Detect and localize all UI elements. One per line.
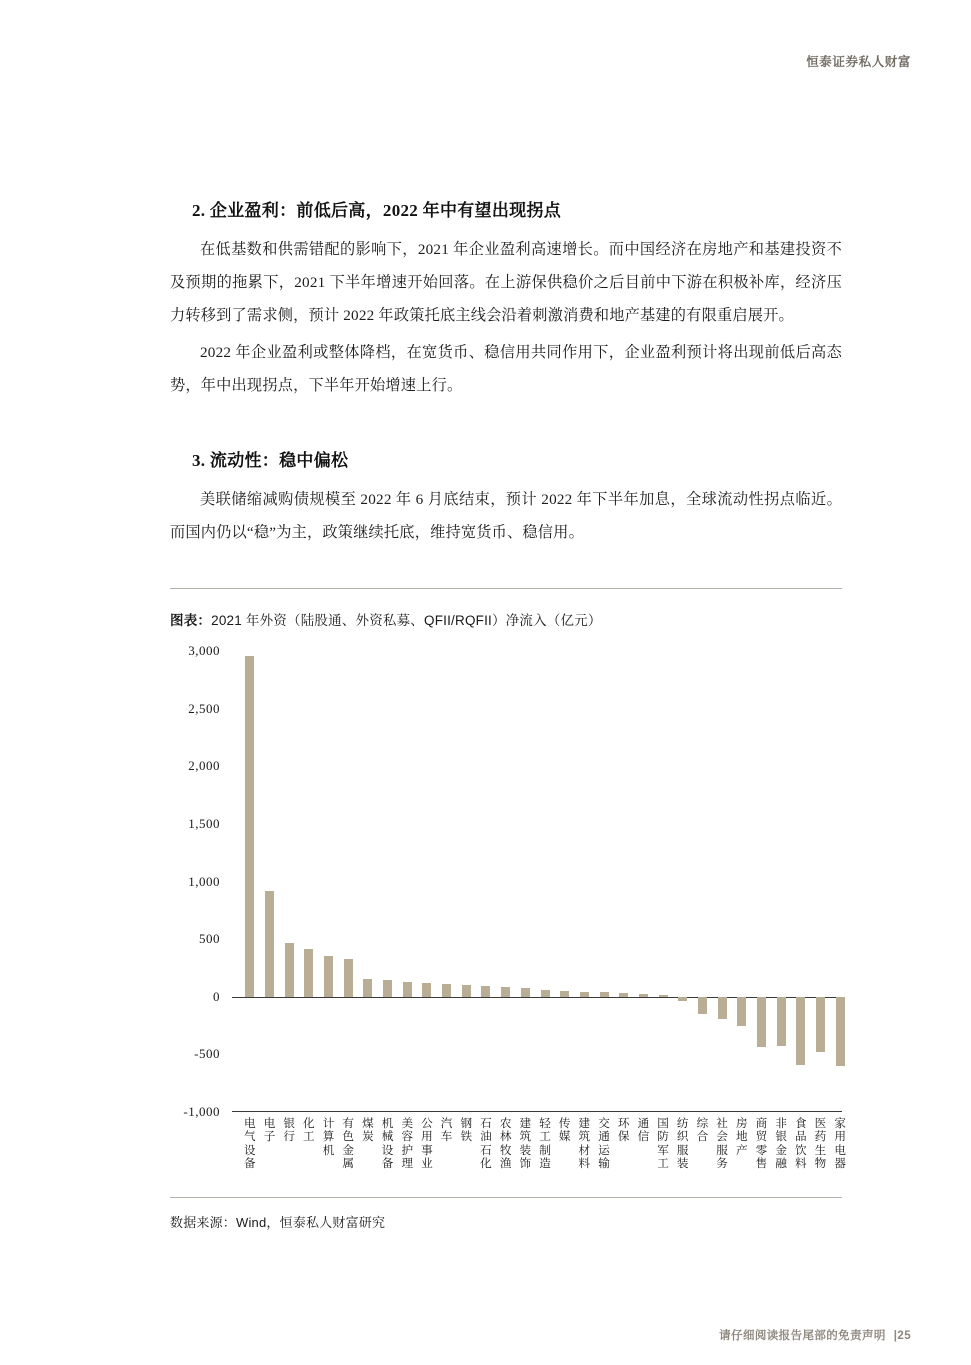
x-axis-label: 美容护理 — [401, 1117, 414, 1171]
y-axis-tick: -500 — [194, 1046, 220, 1062]
x-axis-label: 轻工制造 — [539, 1117, 551, 1171]
chart-figure — [170, 588, 846, 1231]
x-axis-label: 机械设备 — [381, 1117, 394, 1171]
x-axis-label: 煤炭 — [362, 1117, 374, 1144]
plot-canvas — [232, 651, 842, 1112]
chart-caption-label: 图表： — [170, 613, 212, 628]
bar — [796, 997, 805, 1066]
x-axis-label: 银行 — [283, 1117, 295, 1144]
x-axis-label: 国防军工 — [657, 1117, 669, 1171]
bar — [541, 990, 550, 997]
bar — [403, 982, 412, 996]
x-axis-label: 家用电器 — [834, 1117, 846, 1171]
bar — [324, 956, 333, 996]
bar — [757, 997, 766, 1048]
x-axis-label: 建筑装饰 — [519, 1117, 532, 1171]
bar — [285, 943, 294, 997]
bar — [777, 997, 786, 1046]
x-axis-label: 社会服务 — [716, 1117, 728, 1171]
bar — [600, 992, 609, 996]
bar — [501, 987, 510, 997]
bar — [639, 994, 648, 997]
x-axis-label: 汽车 — [440, 1117, 453, 1144]
paragraph: 在低基数和供需错配的影响下，2021 年企业盈利高速增长。而中国经济在房地产和基建投资不及预期的拖累下，2021 下半年增速开始回落。在上游保供稳价之后目前中下游在积极补库，经济压力转移到了需求侧，预计 2022 年政策托底主线会沿着刺激消费和地产基建的有限重启展开。 — [170, 241, 842, 324]
x-axis-label: 钢铁 — [460, 1117, 473, 1144]
y-axis — [170, 643, 226, 1119]
bar — [304, 949, 313, 997]
y-axis-tick: 500 — [199, 931, 220, 947]
x-axis-label: 有色金属 — [342, 1117, 355, 1171]
y-axis-tick: 1,500 — [188, 815, 220, 831]
bar — [816, 997, 825, 1052]
chart-caption-text: 2021 年外资（陆股通、外资私募、QFII/RQFII）净流入（亿元） — [211, 613, 602, 628]
chart-source: 数据来源：Wind，恒泰私人财富研究 — [170, 1215, 386, 1230]
bar — [560, 991, 569, 997]
x-axis-label: 医药生物 — [814, 1117, 827, 1171]
x-axis-label: 综合 — [696, 1117, 709, 1144]
bar — [344, 959, 353, 997]
x-axis-label: 农林牧渔 — [499, 1117, 512, 1171]
x-axis-label: 电气设备 — [244, 1117, 256, 1171]
paragraph: 2022 年企业盈利或整体降档，在宽货币、稳信用共同作用下，企业盈利预计将出现前低后高态势，年中出现拐点，下半年开始增速上行。 — [170, 344, 842, 394]
x-axis-label: 计算机 — [322, 1117, 335, 1157]
x-axis-label: 纺织服装 — [676, 1117, 689, 1171]
x-axis-label: 电子 — [263, 1117, 276, 1144]
bar — [481, 986, 490, 997]
section-heading-liquidity: 3. 流动性：稳中偏松 — [192, 451, 349, 470]
x-axis-label: 环保 — [617, 1117, 630, 1144]
y-axis-tick: 2,500 — [188, 700, 220, 716]
section-heading-earnings: 2. 企业盈利：前低后高，2022 年中有望出现拐点 — [192, 201, 562, 220]
paragraph: 美联储缩减购债规模至 2022 年 6 月底结束，预计 2022 年下半年加息，全球流动性拐点临近。而国内仍以“稳”为主，政策继续托底，维持宽货币、稳信用。 — [170, 491, 842, 541]
y-axis-tick: -1,000 — [183, 1104, 220, 1119]
page-header-brand: 恒泰证券私人财富 — [806, 55, 911, 69]
bar — [619, 993, 628, 996]
page-footer — [719, 1327, 911, 1343]
x-axis-label: 食品饮料 — [794, 1117, 807, 1171]
x-axis-label: 商贸零售 — [755, 1117, 768, 1171]
y-axis-tick: 0 — [213, 988, 220, 1004]
y-axis-tick: 3,000 — [188, 643, 220, 658]
bar — [580, 992, 589, 997]
chart-plot-area — [170, 643, 846, 1191]
page-number: |25 — [893, 1330, 911, 1342]
bar — [718, 997, 727, 1019]
bar — [678, 997, 687, 1002]
bar — [245, 656, 254, 997]
chart-top-rule — [170, 588, 842, 589]
x-axis-label: 交通运输 — [598, 1117, 610, 1171]
footer-disclaimer: 请仔细阅读报告尾部的免责声明 — [719, 1330, 886, 1342]
bar — [698, 997, 707, 1014]
bar — [836, 997, 845, 1066]
y-axis-tick: 2,000 — [188, 758, 220, 774]
x-axis-labels — [232, 1117, 846, 1207]
x-axis-label: 通信 — [637, 1117, 650, 1144]
bar — [521, 988, 530, 996]
bar — [659, 995, 668, 996]
x-axis-label: 化工 — [303, 1117, 315, 1144]
x-axis-label: 房地产 — [735, 1117, 748, 1157]
x-axis-label: 石油石化 — [480, 1117, 492, 1171]
article-content — [170, 196, 842, 553]
bar — [737, 997, 746, 1026]
x-axis-label: 非银金融 — [775, 1117, 787, 1171]
y-axis-tick: 1,000 — [188, 873, 220, 889]
bar-series — [232, 651, 842, 1112]
bar — [383, 980, 392, 997]
chart-caption — [170, 609, 842, 629]
bar — [462, 985, 471, 997]
bar — [422, 983, 431, 997]
bar — [265, 891, 274, 997]
x-axis-label: 建筑材料 — [578, 1117, 591, 1171]
x-axis-label: 传媒 — [558, 1117, 571, 1144]
x-axis-label: 公用事业 — [421, 1117, 433, 1171]
bar — [363, 979, 372, 996]
bar — [442, 984, 451, 997]
